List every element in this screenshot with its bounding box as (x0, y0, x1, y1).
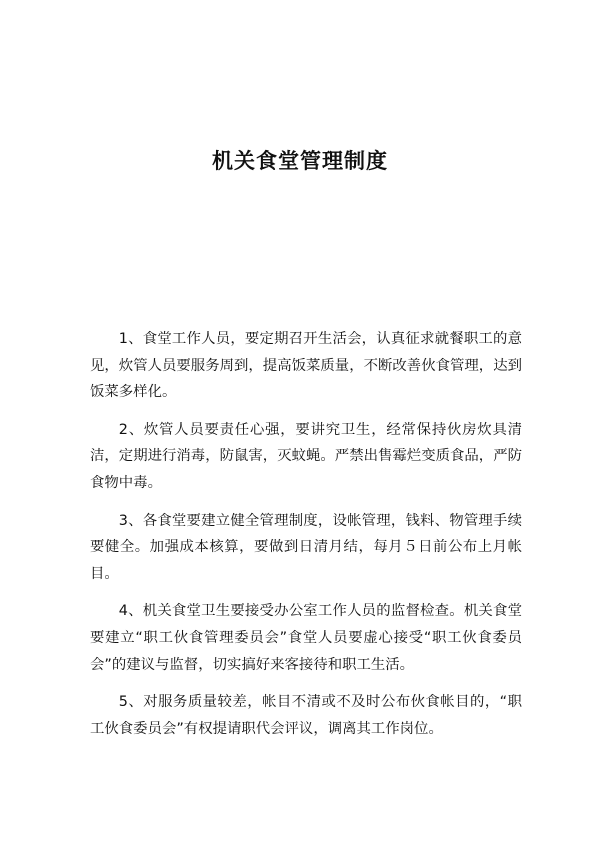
document-body (90, 326, 522, 753)
paragraph-3: 3、各食堂要建立健全管理制度，设帐管理，钱料、物管理手续要健全。加强成本核算，要做到日清月结，每月５日前公布上月帐目。 (90, 512, 522, 582)
paragraph-2: 2、炊管人员要责任心强，要讲究卫生，经常保持伙房炊具清洁，定期进行消毒，防鼠害，灭蚊蝇。严禁出售霉烂变质食品，严防食物中毒。 (90, 421, 522, 491)
page-title: 机关食堂管理制度 (212, 149, 388, 173)
paragraph-4: 4、机关食堂卫生要接受办公室工作人员的监督检查。机关食堂要建立“职工伙食管理委员会”食堂人员要虚心接受“职工伙食委员会”的建议与监督，切实搞好来客接待和职工生活。 (90, 603, 522, 673)
paragraph-1: 1、食堂工作人员，要定期召开生活会，认真征求就餐职工的意见，炊管人员要服务周到，提高饭菜质量，不断改善伙食管理，达到饭菜多样化。 (90, 331, 522, 401)
paragraph-5: 5、对服务质量较差，帐目不清或不及时公布伙食帐目的，“职工伙食委员会”有权提请职代会评议，调离其工作岗位。 (90, 694, 522, 737)
